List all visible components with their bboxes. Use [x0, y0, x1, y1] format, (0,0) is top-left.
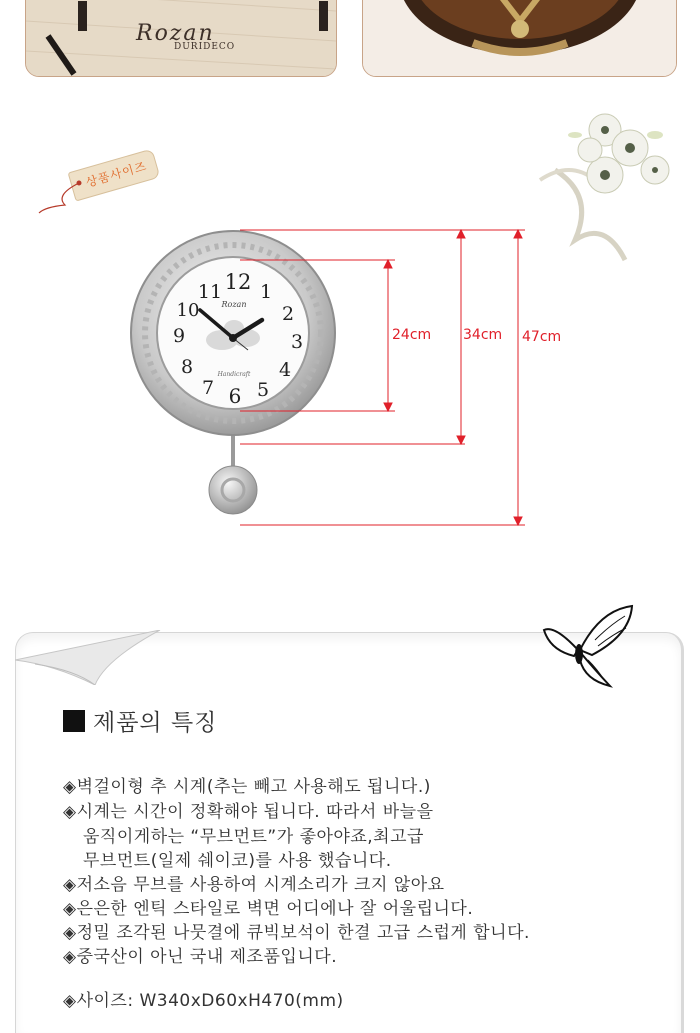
numeral-3: 3	[290, 331, 304, 353]
feature-heading-text: 제품의 특징	[93, 710, 218, 736]
butterfly-icon	[540, 600, 640, 690]
feature-heading	[63, 704, 217, 737]
numeral-10: 10	[176, 300, 200, 321]
feature-line-4: 무브먼트(일제 쉐이코)를 사용 했습니다.	[83, 851, 392, 871]
feature-line-5: ◈저소음 무브를 사용하여 시계소리가 크지 않아요	[63, 875, 445, 895]
feature-line-9: ◈사이즈: W340xD60xH470(mm)	[63, 991, 344, 1011]
feature-line-1: ◈벽걸이형 추 시계(추는 빼고 사용해도 됩니다.)	[63, 777, 431, 797]
clock-caption: Handicraft	[217, 371, 251, 378]
numeral-6: 6	[228, 384, 242, 408]
dimension-total-label: 47cm	[522, 329, 562, 345]
numeral-2: 2	[281, 303, 295, 325]
numeral-1: 1	[259, 281, 273, 303]
dimension-clock-label: 24cm	[392, 327, 432, 343]
feature-line-3: 움직이게하는 “무브먼트”가 좋아야죠,최고급	[83, 827, 424, 847]
numeral-12: 12	[224, 270, 252, 294]
dimension-frame-label: 34cm	[463, 327, 503, 343]
feature-line-6: ◈은은한 엔틱 스타일로 벽면 어디에나 잘 어울립니다.	[63, 899, 474, 919]
clock-brand-label: Rozan	[221, 300, 247, 309]
brand-subtitle: DURIDECO	[174, 42, 236, 52]
numeral-7: 7	[201, 377, 215, 399]
feature-line-7: ◈정밀 조각된 나뭇결에 큐빅보석이 한결 고급 스럽게 합니다.	[63, 923, 530, 943]
numeral-8: 8	[180, 356, 194, 378]
feature-line-8: ◈중국산이 아닌 국내 제조품입니다.	[63, 947, 338, 967]
page-curl-decoration	[15, 630, 165, 685]
numeral-5: 5	[256, 379, 270, 401]
heading-square-icon	[63, 710, 85, 732]
brand-name: Rozan	[136, 21, 215, 46]
feature-line-2: ◈시계는 시간이 정확해야 됩니다. 따라서 바늘을	[63, 802, 434, 822]
numeral-4: 4	[278, 359, 292, 381]
numeral-11: 11	[197, 281, 223, 303]
size-tag-label: 상품사이즈	[84, 158, 149, 190]
numeral-9: 9	[172, 325, 186, 347]
